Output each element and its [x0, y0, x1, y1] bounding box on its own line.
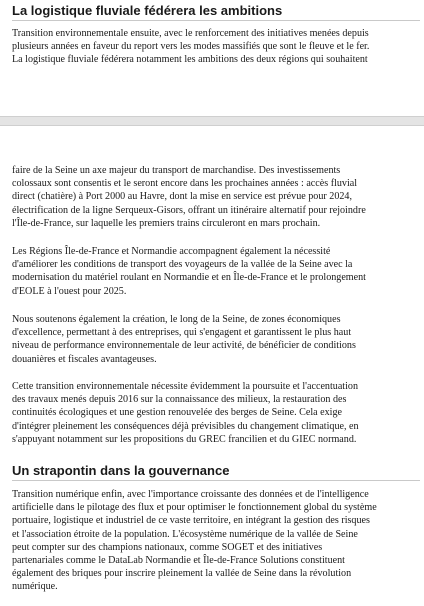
section-divider: [12, 20, 420, 21]
paragraph-regions: Les Régions Île-de-France et Normandie accompagnent également la nécessité d'améliorer les conditions de transport des voyageurs de la vallée de la Seine avec la modernisation du matériel roulant en Normandie et en Île-de-France et le prolongement d'EOLE à l'ouest pour 2025.: [12, 246, 366, 297]
paragraph-seine-investments: faire de la Seine un axe majeur du transport de marchandise. Des investissements colossaux sont consentis et le seront encore dans les prochaines années : accès fluvial direct (chatière) à Port 2000 au Havre, dont la mise en service est prévue pour 2024, électrification de la ligne Serqueux-Gisors, offrant un itinéraire alternatif pour rejoindre: [12, 165, 366, 216]
page-break-separator: [0, 116, 424, 126]
paragraph-seine-continued: l'Île-de-France, sur laquelle les premiers trains circuleront en mars prochain.: [12, 218, 321, 229]
paragraph-zones: Nous soutenons également la création, le long de la Seine, de zones économiques d'excellence, permettant à des entreprises, qui s'engagent et garantissent le plus haut niveau de performance environnementale de leur activité, de bénéficier de conditions douanières et fiscales avantageuses.: [12, 314, 356, 365]
paragraph-transition-environnementale: Cette transition environnementale nécessite évidemment la poursuite et l'accentuation des travaux menés depuis 2016 sur la connaissance des milieux, la restauration des continuités écologiques et une gestion renouvelée des berges de Seine. Cela exige d'intégrer pleinement les conséquences déjà prévisibles du changement climatique, en s'appuyant notamment sur les propositions du GREC francilien et du GIEC normand.: [12, 381, 359, 445]
section-title-logistique: La logistique fluviale fédérera les ambitions: [12, 3, 283, 18]
section-divider: [12, 480, 420, 481]
paragraph-transition-intro: Transition environnementale ensuite, avec le renforcement des initiatives menées depuis plusieurs années en faveur du report vers les modes massifiés que sont le fleuve et le fer. La logistique fluviale fédérera notamment les ambitions des deux régions qui souhaitent: [12, 28, 370, 66]
section-title-gouvernance: Un strapontin dans la gouvernance: [12, 463, 230, 478]
paragraph-numerique: Transition numérique enfin, avec l'importance croissante des données et de l'intelligence artificielle dans le pilotage des flux et pour optimiser le fonctionnement global du système portuaire, logistique et industriel de ce vaste territoire, en intégrant la gestion des risques et l'association étroite de la population. L'écosystème numérique de la vallée de Seine peut compter sur des champions nationaux, comme SOGET et des initiatives partenariales comme le DataLab Normandie et Île-de-France Solutions constituent également des briques pour inscrire pleinement la vallée de Seine dans la révolution numérique.: [12, 489, 377, 593]
